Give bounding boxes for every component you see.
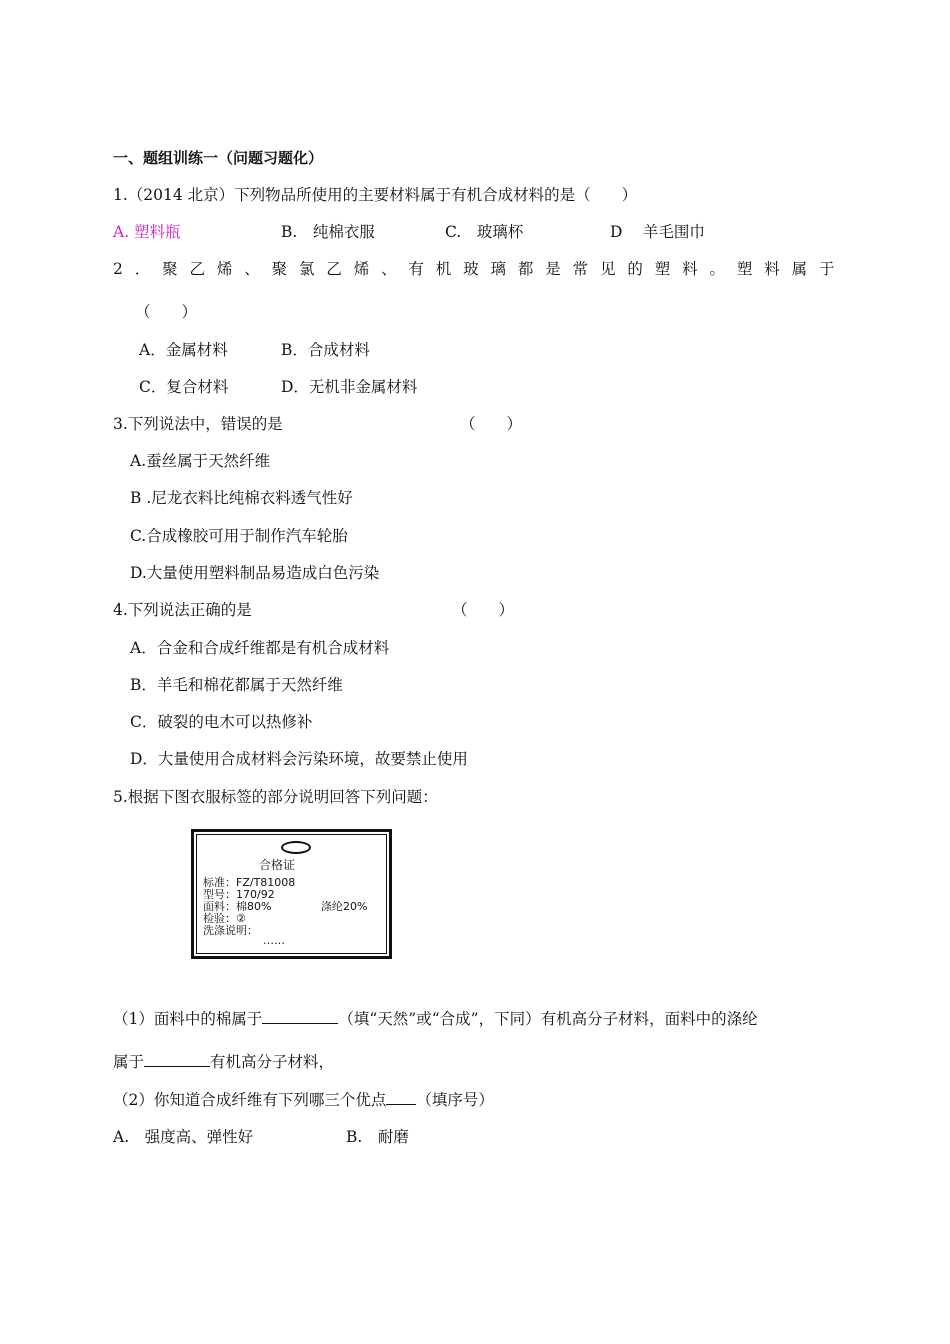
q5-sub2 — [113, 1089, 494, 1110]
q2-option-b: B．合成材料 — [281, 341, 370, 359]
q5-sub1-text-b: （填“天然”或“合成”，下同）有机高分子材料，面料中的涤纶 — [338, 1010, 758, 1028]
q5-sub1-line2 — [113, 1051, 334, 1072]
q1-option-c: C. 玻璃杯 — [445, 223, 524, 241]
q3-option-b: B .尼龙衣料比纯棉衣料透气性好 — [130, 489, 353, 507]
clothing-label-figure — [191, 829, 392, 959]
q5-stem: 5.根据下图衣服标签的部分说明回答下列问题： — [113, 788, 438, 806]
label-model: 型号：170/92 — [203, 888, 275, 901]
q4-answer-paren: （ ） — [452, 601, 515, 619]
q1-option-d: D 羊毛围巾 — [610, 223, 705, 241]
q5-option-b: B. 耐磨 — [346, 1128, 409, 1146]
q5-sub1-line1 — [113, 1008, 758, 1029]
q5-sub1-text-c: 属于 — [113, 1053, 145, 1071]
q4-option-c: C．破裂的电木可以热修补 — [130, 713, 313, 731]
q3-option-d: D.大量使用塑料制品易造成白色污染 — [130, 564, 380, 582]
label-inspection: 检验：② — [203, 912, 246, 925]
q4-option-d: D．大量使用合成材料会污染环境，故要禁止使用 — [130, 750, 468, 768]
q4-option-a: A．合金和合成纤维都是有机合成材料 — [130, 639, 390, 657]
label-ellipsis: …… — [263, 934, 285, 947]
q3-stem: 3.下列说法中，错误的是 — [113, 415, 283, 433]
q5-sub2-text-a: （2）你知道合成纤维有下列哪三个优点 — [113, 1091, 387, 1109]
q2-option-c: C．复合材料 — [139, 378, 229, 396]
label-fabric-polyester: 涤纶20% — [321, 900, 368, 913]
q5-sub1-blank-2[interactable] — [144, 1051, 210, 1067]
q5-sub2-blank[interactable] — [386, 1089, 416, 1105]
q5-sub1-text-a: （1）面料中的棉属于 — [113, 1010, 263, 1028]
q5-sub1-blank-1[interactable] — [262, 1008, 338, 1024]
q1-option-a: A. 塑料瓶 — [113, 223, 181, 241]
q4-option-b: B．羊毛和棉花都属于天然纤维 — [130, 676, 343, 694]
clothing-label-inner — [196, 834, 387, 954]
q3-option-c: C.合成橡胶可用于制作汽车轮胎 — [130, 527, 348, 545]
q1-stem: 1.（2014 北京）下列物品所使用的主要材料属于有机合成材料的是（ ） — [113, 186, 638, 204]
q1-option-b: B. 纯棉衣服 — [281, 223, 375, 241]
q2-stem: 2．聚乙烯、聚氯乙烯、有机玻璃都是常见的塑料。塑料属于 — [113, 260, 835, 278]
q2-answer-paren: （ ） — [135, 303, 198, 321]
q3-option-a: A.蚕丝属于天然纤维 — [130, 452, 271, 470]
label-title: 合格证 — [259, 858, 296, 872]
q5-sub1-text-d: 有机高分子材料， — [210, 1053, 335, 1071]
q2-option-d: D．无机非金属材料 — [281, 378, 418, 396]
q2-option-a: A．金属材料 — [139, 341, 228, 359]
label-standard: 标准：FZ/T81008 — [203, 876, 296, 889]
q5-sub2-text-b: （填序号） — [416, 1091, 494, 1109]
q5-option-a: A. 强度高、弹性好 — [113, 1128, 254, 1146]
section-title: 一、题组训练一（问题习题化） — [113, 149, 324, 167]
q4-stem: 4.下列说法正确的是 — [113, 601, 252, 619]
label-washing: 洗涤说明： — [203, 924, 258, 937]
label-fabric: 面料：棉80% — [203, 900, 272, 913]
q3-answer-paren: （ ） — [460, 415, 523, 433]
hang-hole-icon — [281, 841, 311, 854]
